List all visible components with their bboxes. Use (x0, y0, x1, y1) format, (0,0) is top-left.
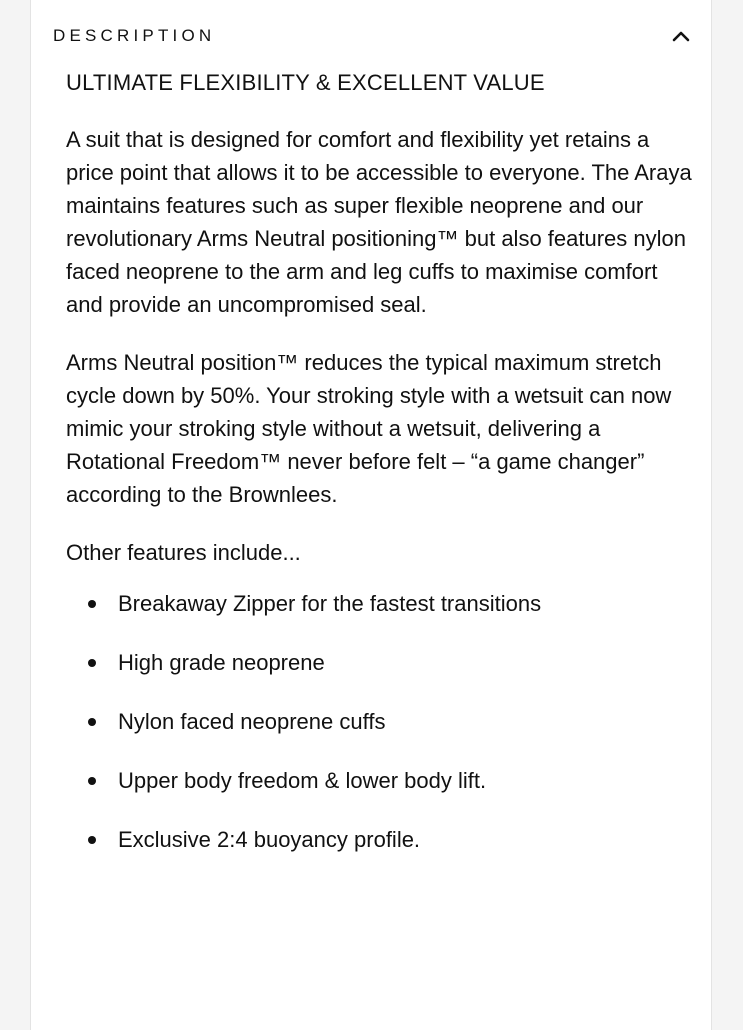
bullet-icon (88, 600, 96, 608)
description-paragraph: Arms Neutral position™ reduces the typical maximum stretch cycle down by 50%. Your stroking style with a wetsuit can now mimic your stroking style without a wetsuit, delivering a Rotational Freedom™ never before felt – “a game changer” according to the Brownlees. (66, 350, 672, 507)
feature-text: Nylon faced neoprene cuffs (118, 709, 386, 734)
description-accordion (30, 0, 712, 1030)
description-subtitle: ULTIMATE FLEXIBILITY & EXCELLENT VALUE (66, 70, 545, 95)
features-lead: Other features include... (66, 540, 301, 565)
feature-text: High grade neoprene (118, 650, 325, 675)
bullet-icon (88, 659, 96, 667)
description-content (66, 66, 693, 882)
chevron-up-icon[interactable] (669, 24, 693, 48)
bullet-icon (88, 777, 96, 785)
feature-text: Upper body freedom & lower body lift. (118, 768, 487, 793)
feature-list-item (66, 646, 693, 679)
feature-list-item (66, 823, 693, 856)
description-paragraph: A suit that is designed for comfort and flexibility yet retains a price point that allows it to be accessible to everyone. The Araya maintains features such as super flexible neoprene and our revolutionary Arms Neutral positioning™ but also features nylon faced neoprene to the arm and leg cuffs to maximise comfort and provide an uncompromised seal. (66, 127, 692, 317)
feature-text: Exclusive 2:4 buoyancy profile. (118, 827, 421, 852)
description-accordion-header[interactable] (53, 18, 693, 54)
bullet-icon (88, 836, 96, 844)
feature-list-item (66, 705, 693, 738)
bullet-icon (88, 718, 96, 726)
feature-list-item (66, 764, 693, 797)
feature-list-item (66, 587, 693, 620)
features-list (66, 587, 693, 856)
feature-text: Breakaway Zipper for the fastest transitions (118, 591, 542, 616)
section-title: DESCRIPTION (53, 26, 216, 45)
